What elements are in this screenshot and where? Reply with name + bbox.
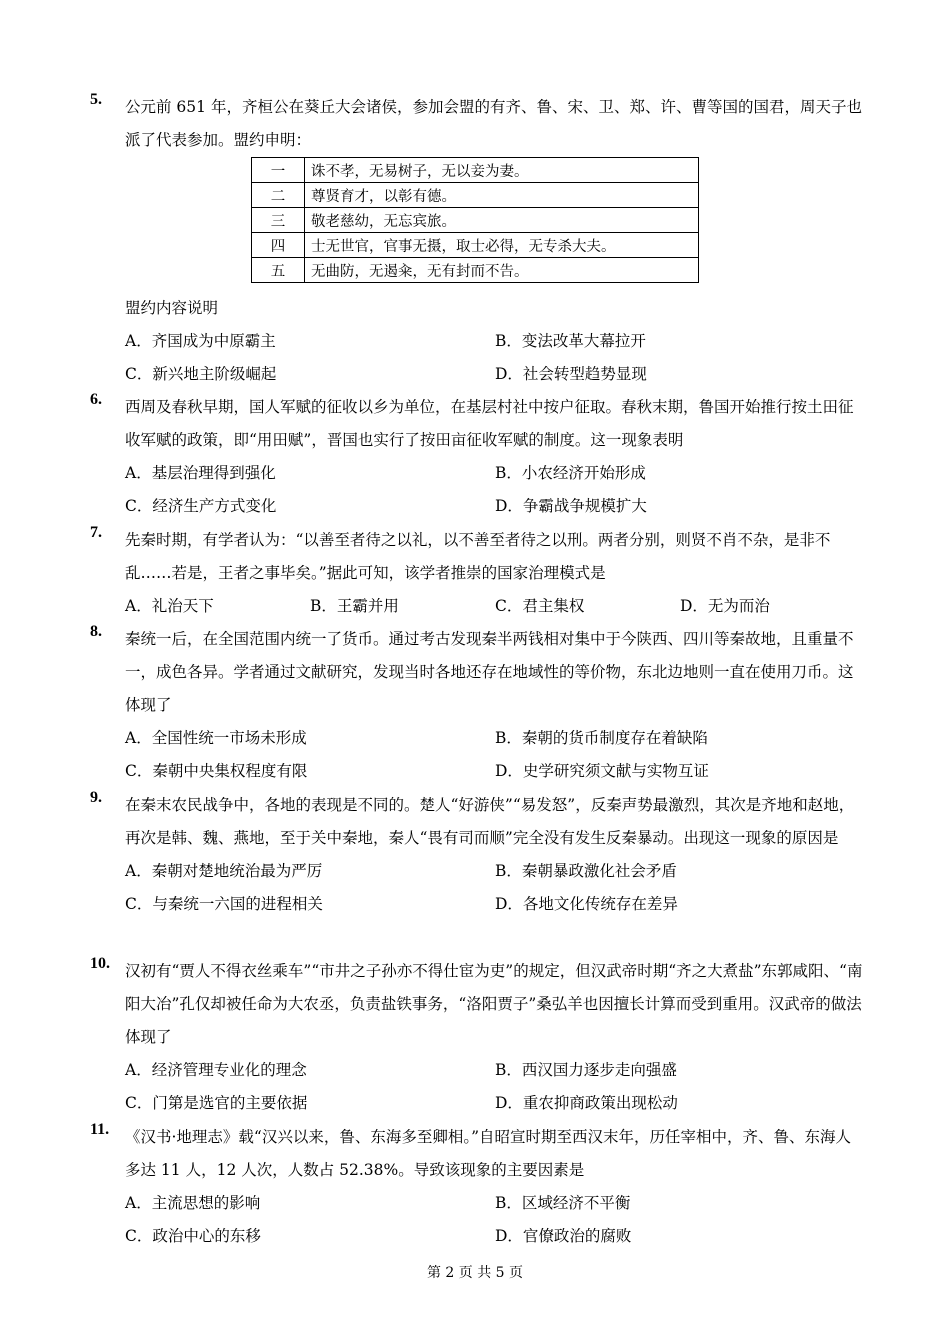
question-5: [90, 91, 865, 157]
table-row: [252, 158, 699, 183]
question-stem: 先秦时期，有学者认为：“以善至者待之以礼，以不善至者待之以刑。两者分别，则贤不肖不杂，是非不乱……若是，王者之事毕矣。”据此可知，该学者推崇的国家治理模式是: [125, 531, 831, 582]
table-row: [252, 208, 699, 233]
question-number: 7.: [90, 524, 102, 541]
clause-text: 尊贤育才，以彰有德。: [305, 183, 699, 208]
option-c[interactable]: C．秦朝中央集权程度有限: [125, 762, 308, 780]
option-a[interactable]: A．主流思想的影响: [125, 1194, 261, 1212]
question-number: 6.: [90, 391, 102, 408]
option-d[interactable]: D．各地文化传统存在差异: [495, 895, 678, 913]
question-9: [90, 789, 865, 921]
question-number: 8.: [90, 623, 102, 640]
option-b[interactable]: B．区域经济不平衡: [495, 1194, 631, 1212]
option-c[interactable]: C．门第是选官的主要依据: [125, 1094, 308, 1112]
option-b[interactable]: B．秦朝的货币制度存在着缺陷: [495, 729, 708, 747]
option-a[interactable]: A．经济管理专业化的理念: [125, 1061, 307, 1079]
option-d[interactable]: D．官僚政治的腐败: [495, 1227, 632, 1245]
table-note: 盟约内容说明: [125, 299, 219, 317]
question-stem: 汉初有“贾人不得衣丝乘车”“市井之子孙亦不得仕宦为吏”的规定，但汉武帝时期“齐之大煮盐”东郭咸阳、“南阳大冶”孔仅却被任命为大农丞，负责盐铁事务，“洛阳贾子”桑弘羊也因擅长计算而受到重用。汉武帝的做法体现了: [125, 962, 863, 1046]
option-d[interactable]: D．重农抑商政策出现松动: [495, 1094, 678, 1112]
table-row: [252, 183, 699, 208]
option-d[interactable]: D．史学研究须文献与实物互证: [495, 762, 709, 780]
clause-number: 一: [252, 158, 305, 183]
option-b[interactable]: B．西汉国力逐步走向强盛: [495, 1061, 677, 1079]
table-row: [252, 233, 699, 258]
alliance-treaty-table: [251, 157, 699, 283]
option-b[interactable]: B．秦朝暴政激化社会矛盾: [495, 862, 677, 880]
question-8: [90, 623, 865, 788]
question-10: [90, 955, 865, 1120]
question-stem: 公元前 651 年，齐桓公在葵丘大会诸侯，参加会盟的有齐、鲁、宋、卫、郑、许、曹等国的国君，周天子也派了代表参加。盟约申明：: [125, 98, 862, 149]
question-7: [90, 524, 865, 623]
clause-number: 四: [252, 233, 305, 258]
clause-number: 二: [252, 183, 305, 208]
option-c[interactable]: C．新兴地主阶级崛起: [125, 365, 277, 383]
option-a[interactable]: A．秦朝对楚地统治最为严厉: [125, 862, 323, 880]
option-a[interactable]: A．基层治理得到强化: [125, 464, 276, 482]
option-c[interactable]: C．政治中心的东移: [125, 1227, 261, 1245]
question-6: [90, 391, 865, 523]
question-number: 11.: [90, 1121, 110, 1138]
clause-text: 敬老慈幼，无忘宾旅。: [305, 208, 699, 233]
option-a[interactable]: A．礼治天下: [125, 597, 214, 615]
clause-text: 诛不孝，无易树子，无以妾为妻。: [305, 158, 699, 183]
page-footer: 第 2 页 共 5 页: [426, 1265, 524, 1281]
option-d[interactable]: D．争霸战争规模扩大: [495, 497, 647, 515]
option-c[interactable]: C．君主集权: [495, 597, 585, 615]
question-stem: 在秦末农民战争中，各地的表现是不同的。楚人“好游侠”“易发怒”，反秦声势最激烈，其次是齐地和赵地，再次是韩、魏、燕地，至于关中秦地，秦人“畏有司而顺”完全没有发生反秦暴动。出现这一现象的原因是: [125, 796, 855, 847]
question-number: 5.: [90, 91, 102, 108]
option-b[interactable]: B．王霸并用: [310, 597, 399, 615]
question-number: 9.: [90, 789, 102, 806]
option-d[interactable]: D．社会转型趋势显现: [495, 365, 647, 383]
table-row: [252, 258, 699, 283]
option-b[interactable]: B．变法改革大幕拉开: [495, 332, 646, 350]
question-stem: 西周及春秋早期，国人军赋的征收以乡为单位，在基层村社中按户征取。春秋末期，鲁国开始推行按土田征收军赋的政策，即“用田赋”，晋国也实行了按田亩征收军赋的制度。这一现象表明: [125, 398, 854, 449]
question-stem: 秦统一后，在全国范围内统一了货币。通过考古发现秦半两钱相对集中于今陕西、四川等秦故地，且重量不一，成色各异。学者通过文献研究，发现当时各地还存在地域性的等价物，东北边地则一直在使用刀币。这体现了: [125, 630, 854, 714]
question-11: [90, 1121, 865, 1253]
option-a[interactable]: A．齐国成为中原霸主: [125, 332, 276, 350]
option-d[interactable]: D．无为而治: [680, 597, 770, 615]
question-number: 10.: [90, 955, 110, 972]
clause-number: 五: [252, 258, 305, 283]
clause-text: 无曲防，无遏籴，无有封而不告。: [305, 258, 699, 283]
question-stem: 《汉书·地理志》载“汉兴以来，鲁、东海多至卿相。”自昭宣时期至西汉末年，历任宰相中，齐、鲁、东海人多达 11 人，12 人次，人数占 52.38%。导致该现象的主要因素是: [125, 1128, 852, 1179]
question-5-options: [90, 325, 865, 391]
option-c[interactable]: C．经济生产方式变化: [125, 497, 277, 515]
clause-text: 士无世官，官事无摄，取士必得，无专杀大夫。: [305, 233, 699, 258]
clause-number: 三: [252, 208, 305, 233]
option-b[interactable]: B．小农经济开始形成: [495, 464, 646, 482]
option-c[interactable]: C．与秦统一六国的进程相关: [125, 895, 323, 913]
option-a[interactable]: A．全国性统一市场未形成: [125, 729, 307, 747]
